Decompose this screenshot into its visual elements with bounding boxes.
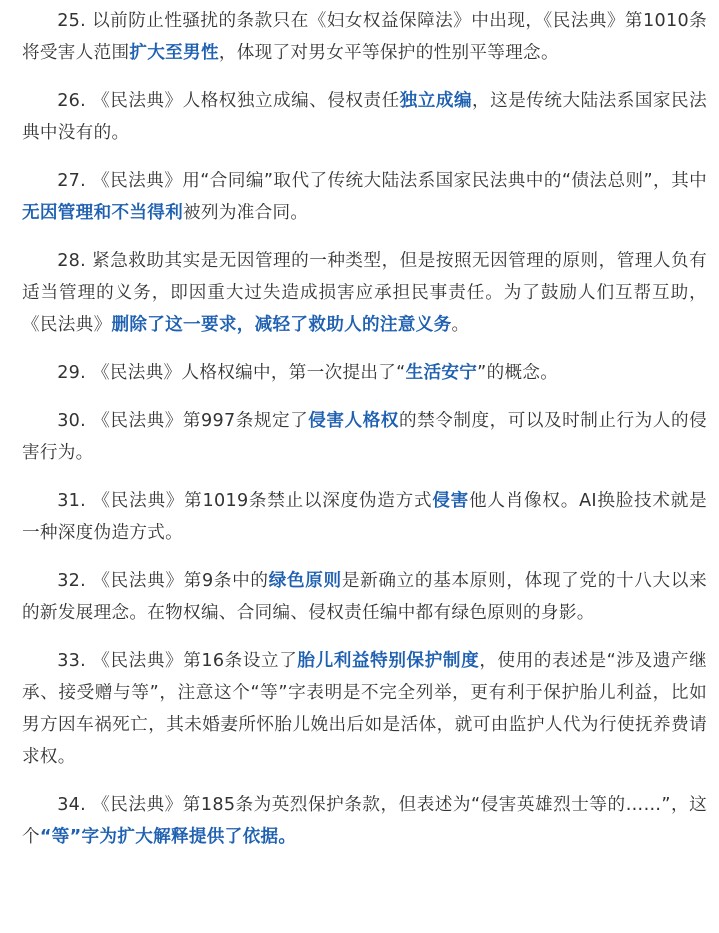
paragraph-text: 29. 《民法典》人格权编中，第一次提出了“: [57, 363, 406, 383]
paragraph-text: ，体现了对男女平等保护的性别平等理念。: [218, 43, 559, 63]
paragraph-29: [22, 357, 707, 389]
paragraph-text: ，使用的表述是“涉及遗产继承、接受赠与等”，注意这个“等”字表明是不完全列举，更有利于保护胎儿利益，比如男方因车祸死亡，其未婚妻所怀胎儿娩出后如是活体，就可由监护人代为行使抚养费请求权。: [22, 651, 707, 767]
paragraph-text: ”的概念。: [477, 363, 559, 383]
highlight-text: 扩大至男性: [129, 43, 219, 63]
paragraph-32: [22, 565, 707, 629]
paragraph-text: 被列为准合同。: [183, 203, 309, 223]
highlight-text: 生活安宁: [405, 363, 478, 383]
paragraph-text: 。: [451, 315, 470, 335]
highlight-text: 绿色原则: [268, 571, 342, 591]
highlight-text: 侵害人格权: [308, 411, 399, 431]
paragraph-text: 是新确立的基本原则，体现了党的十八大以来的新发展理念。在物权编、合同编、侵权责任编中都有绿色原则的身影。: [22, 571, 707, 623]
paragraph-text: 他人肖像权。AI换脸技术就是一种深度伪造方式。: [22, 491, 707, 543]
paragraph-25: [22, 5, 707, 69]
paragraph-text: 30. 《民法典》第997条规定了: [57, 411, 309, 431]
highlight-text: 侵害: [432, 491, 470, 511]
paragraph-27: [22, 165, 707, 229]
highlight-text: 胎儿利益特别保护制度: [297, 651, 480, 671]
paragraph-text: ，这是传统大陆法系国家民法典中没有的。: [22, 91, 707, 143]
paragraph-26: [22, 85, 707, 149]
paragraph-28: [22, 245, 707, 341]
paragraph-text: 31. 《民法典》第1019条禁止以深度伪造方式: [57, 491, 433, 511]
paragraph-text: 32. 《民法典》第9条中的: [57, 571, 269, 591]
paragraph-31: [22, 485, 707, 549]
paragraph-text: 25. 以前防止性骚扰的条款只在《妇女权益保障法》中出现，《民法典》第1010条将受害人范围: [22, 11, 707, 63]
paragraph-33: [22, 645, 707, 773]
paragraph-text: 34. 《民法典》第185条为英烈保护条款，但表述为“侵害英雄烈士等的……”，这个: [22, 795, 707, 847]
paragraph-text: 的禁令制度，可以及时制止行为人的侵害行为。: [22, 411, 707, 463]
highlight-text: “等”字为扩大解释提供了依据。: [39, 827, 297, 847]
paragraph-text: 27. 《民法典》用“合同编”取代了传统大陆法系国家民法典中的“债法总则”，其中: [57, 171, 707, 191]
paragraph-text: 33. 《民法典》第16条设立了: [57, 651, 298, 671]
highlight-text: 无因管理和不当得利: [22, 203, 184, 223]
highlight-text: 删除了这一要求，减轻了救助人的注意义务: [111, 315, 452, 335]
paragraph-text: 26. 《民法典》人格权独立成编、侵权责任: [57, 91, 400, 111]
paragraph-34: [22, 789, 707, 853]
paragraph-text: 28. 紧急救助其实是无因管理的一种类型，但是按照无因管理的原则，管理人负有适当管理的义务，即因重大过失造成损害应承担民事责任。为了鼓励人们互帮互助，《民法典》: [22, 251, 707, 335]
paragraph-30: [22, 405, 707, 469]
highlight-text: 独立成编: [399, 91, 473, 111]
